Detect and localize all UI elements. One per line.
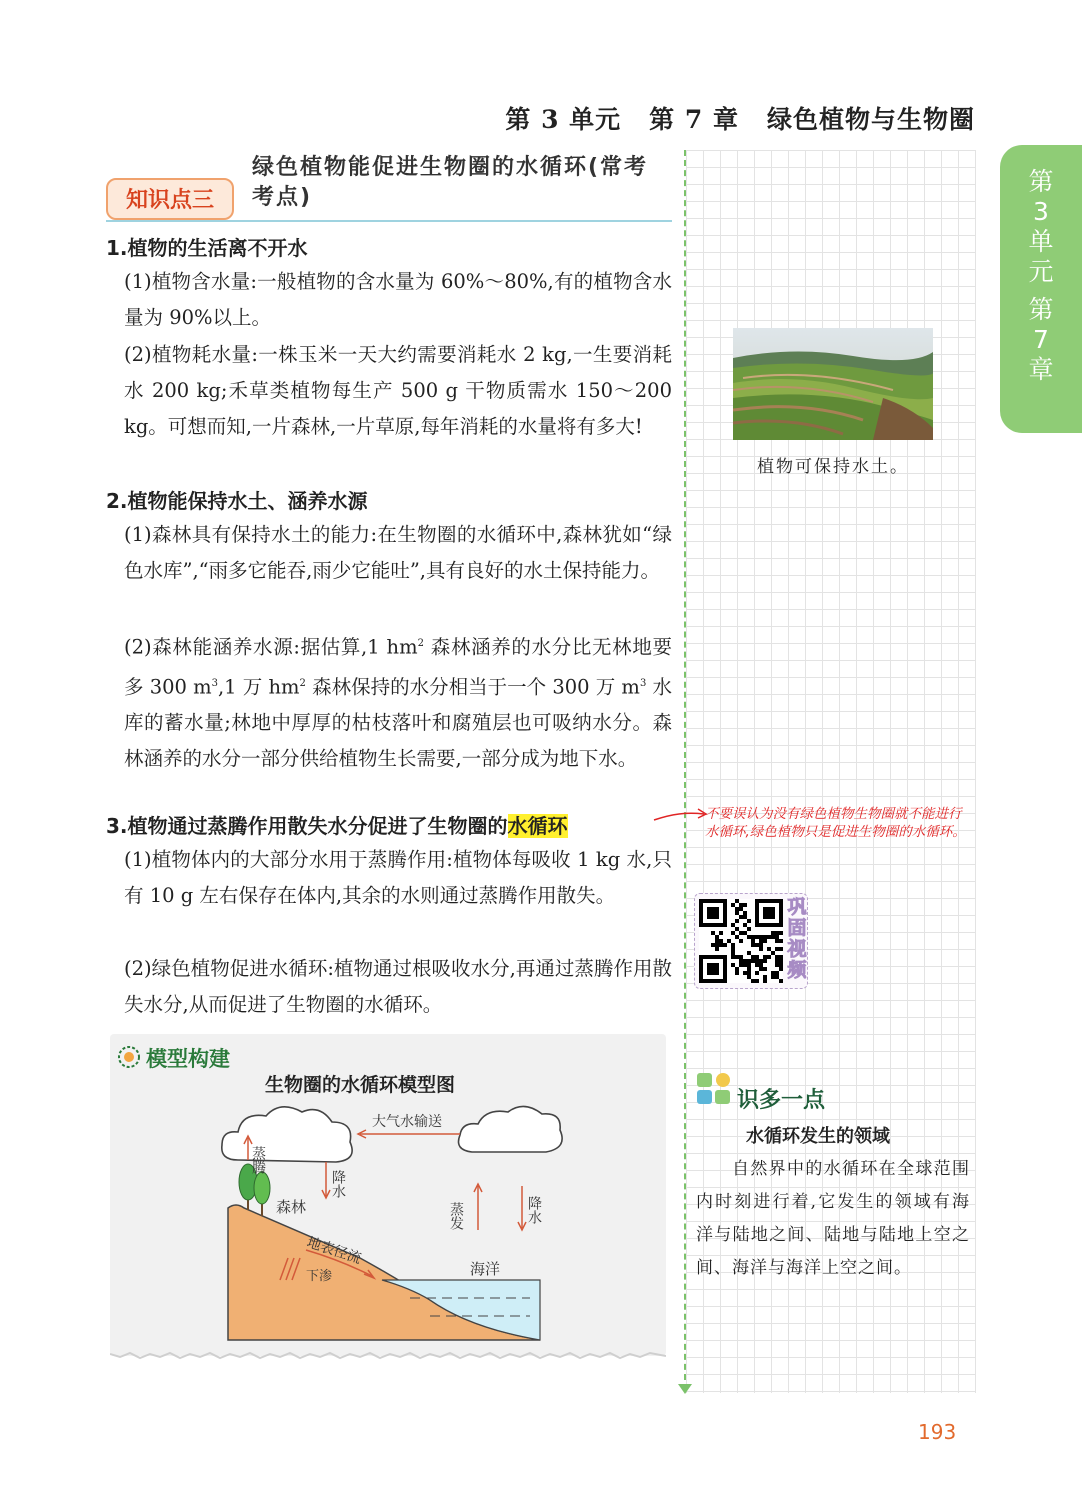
label-transpiration: 蒸腾 <box>250 1146 266 1174</box>
label-infiltration: 下渗 <box>306 1269 333 1284</box>
side-tab-char: 第 <box>1028 167 1054 196</box>
paragraph-water-conservation <box>106 626 672 777</box>
superscript: 3 <box>639 677 647 689</box>
cloud-right-icon <box>459 1106 563 1152</box>
superscript: 2 <box>417 638 424 649</box>
text-run: 森林保持的水分相当于一个 300 万 m <box>305 675 640 698</box>
paragraph-soil-retention <box>106 517 672 589</box>
text-run: 森林涵养的水分比无林地要多 300 m <box>124 635 672 698</box>
heading-rule <box>106 220 672 222</box>
qr-code-icon[interactable] <box>699 899 783 983</box>
qr-video-label[interactable]: 巩固视频 <box>787 896 807 981</box>
page-number: 193 <box>918 1420 957 1444</box>
label-ocean: 海洋 <box>470 1260 501 1278</box>
paragraph-text: (2)绿色植物促进水循环:植物通过根吸收水分,再通过蒸腾作用散失水分,从而促进了生物圈的水循环。 <box>124 957 672 1016</box>
section-heading-2: 2.植物能保持水土、涵养水源 <box>106 489 368 513</box>
section-heading-3 <box>106 810 568 839</box>
knowledge-point-title: 绿色植物能促进生物圈的水循环(常考考点) <box>252 155 649 210</box>
model-label: 模型构建 <box>146 1047 230 1071</box>
paragraph-promote-cycle <box>106 951 672 1023</box>
heading-text: 3.植物通过蒸腾作用散失水分促进了生物圈的 <box>106 814 508 838</box>
superscript: 2 <box>299 677 306 689</box>
paragraph-water-content <box>106 264 672 336</box>
paragraph-text <box>106 626 672 777</box>
know-more-icon <box>696 1072 732 1106</box>
know-more-title: 识多一点 <box>737 1088 826 1113</box>
label-precipitation-ocean: 降水 <box>526 1196 542 1224</box>
torn-edge <box>110 1350 666 1364</box>
photo-caption: 植物可保持水土。 <box>757 457 909 477</box>
superscript: 3 <box>211 677 218 689</box>
label-forest: 森林 <box>276 1198 307 1216</box>
side-tab-char: 章 <box>1028 355 1054 384</box>
margin-divider <box>684 150 686 1390</box>
terraced-hills-photo <box>733 328 933 440</box>
side-tab-char: 第 <box>1028 295 1054 324</box>
paragraph-water-consumption <box>106 337 672 445</box>
side-tab-char: 7 <box>1033 325 1049 354</box>
label-evaporation: 蒸发 <box>448 1202 464 1230</box>
side-tab-char: 单 <box>1028 227 1054 256</box>
model-gear-icon <box>116 1044 142 1070</box>
highlighted-term: 水循环 <box>507 814 568 838</box>
header-chapter: 第 7 章 <box>649 105 739 134</box>
knowledge-point-badge: 知识点三 <box>106 178 234 220</box>
note-pointer-arrow <box>652 806 708 830</box>
paragraph-text: (2)植物耗水量:一株玉米一天大约需要消耗水 2 kg,一生要消耗水 200 kg;禾草类植物每生产 500 g 干物质需水 150～200 kg。可想而知,一片森林,一片草原,每年消耗的水量将有多大! <box>124 343 672 438</box>
chapter-side-tab <box>1000 145 1082 433</box>
text-run: (2)森林能涵养水源:据估算,1 hm <box>124 635 418 659</box>
paragraph-transpiration <box>106 842 672 914</box>
label-runoff: 地表径流 <box>304 1234 363 1268</box>
paragraph-text: (1)植物体内的大部分水用于蒸腾作用:植物体每吸收 1 kg 水,只有 10 g 左右保存在体内,其余的水则通过蒸腾作用散失。 <box>124 848 672 907</box>
page-header <box>470 100 975 136</box>
cloud-left-icon <box>222 1107 352 1162</box>
section-heading-1: 1.植物的生活离不开水 <box>106 236 308 260</box>
divider-arrow-icon <box>678 1384 692 1394</box>
model-diagram-title: 生物圈的水循环模型图 <box>265 1074 456 1096</box>
margin-note: 不要误认为没有绿色植物生物圈就不能进行水循环,绿色植物只是促进生物圈的水循环。 <box>705 806 966 840</box>
side-tab-char: 3 <box>1033 197 1049 226</box>
text-run: ,1 万 hm <box>217 675 300 698</box>
side-tab-char: 元 <box>1028 257 1054 286</box>
know-more-body: 自然界中的水循环在全球范围内时刻进行着,它发生的领域有海洋与陆地之间、陆地与陆地上空之间、海洋与海洋上空之间。 <box>696 1159 970 1278</box>
paragraph-text: (1)植物含水量:一般植物的含水量为 60%～80%,有的植物含水量为 90%以上。 <box>124 270 672 329</box>
text-run: 水库的蓄水量;林地中厚厚的枯枝落叶和腐殖层也可吸纳水分。森林涵养的水分一部分供给植物生长需要,一部分成为地下水。 <box>124 675 673 770</box>
water-cycle-diagram <box>110 1090 666 1350</box>
header-title: 绿色植物与生物圈 <box>766 105 975 134</box>
paragraph-text: (1)森林具有保持水土的能力:在生物圈的水循环中,森林犹如“绿色水库”,“雨多它能吞,雨少它能吐”,具有良好的水土保持能力。 <box>124 523 672 582</box>
label-precipitation-land: 降水 <box>330 1170 346 1198</box>
know-more-text <box>696 1153 970 1285</box>
header-unit: 第 3 单元 <box>505 105 622 134</box>
label-atm-transport: 大气水输送 <box>372 1114 442 1130</box>
know-more-subtitle: 水循环发生的领域 <box>746 1126 890 1147</box>
